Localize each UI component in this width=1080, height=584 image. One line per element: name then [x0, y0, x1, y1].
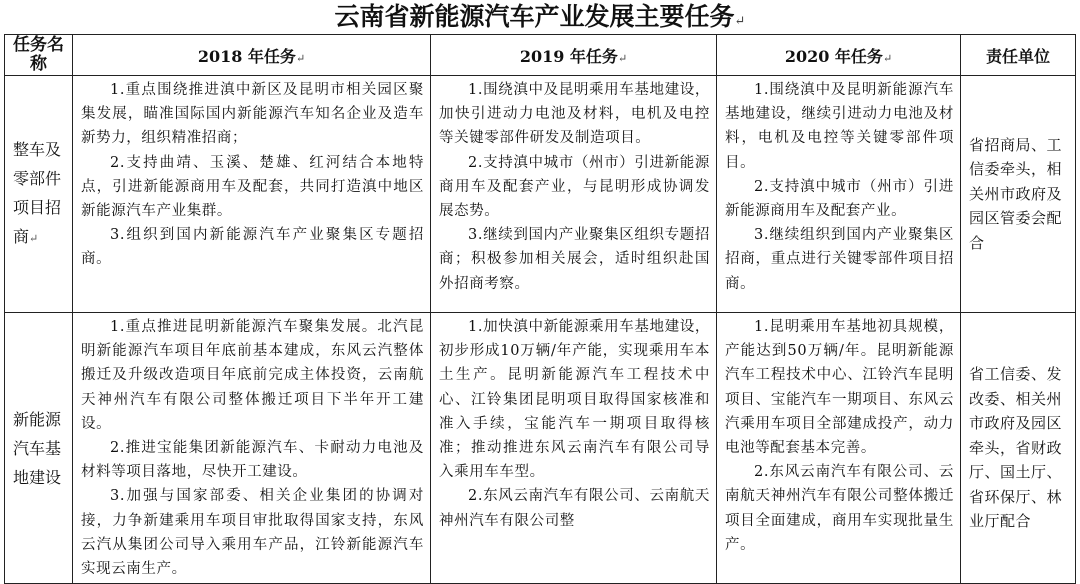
task-item: 2.支持滇中城市（州市）引进新能源商用车及配套产业，与昆明形成协调发展态势。 [439, 154, 710, 220]
table-row [5, 76, 1076, 313]
responsible-row1: 省招商局、工信委牵头，相关州市政府及园区管委会配合 [961, 76, 1076, 313]
header-2018: 2018 年任务↵ [73, 35, 431, 76]
header-task-name: 任务名称 [5, 35, 73, 76]
row-name-2: 新能源汽车基地建设 [5, 313, 73, 584]
task-item: 3.继续到国内产业聚集区组织专题招商；积极参加相关展会，适时组织赴国外招商考察。 [439, 227, 710, 292]
header-row [5, 35, 1076, 76]
task-item: 1.围绕滇中及昆明乘用车基地建设，加快引进动力电池及材料，电机及电控等关键零部件研发及制造项目。 [439, 82, 710, 147]
cell-2019-row1 [431, 76, 717, 313]
task-item: 1.重点推进昆明新能源汽车聚集发展。北汽昆明新能源汽车项目年底前基本建成，东风云汽整体搬迁及升级改造项目年底前完成主体投资，云南航天神州汽车有限公司整体搬迁项目下半年开工建设。 [81, 319, 424, 432]
task-item: 2.支持滇中城市（州市）引进新能源商用车及配套产业。 [725, 178, 954, 220]
task-item: 3.组织到国内新能源汽车产业聚集区专题招商。 [81, 227, 424, 268]
header-responsible: 责任单位 [961, 35, 1076, 76]
table-row [5, 313, 1076, 584]
task-item: 1.重点围绕推进滇中新区及昆明市相关园区聚集发展，瞄准国际国内新能源汽车知名企业及造车新势力，组织精准招商； [81, 82, 424, 147]
task-item: 1.围绕滇中及昆明新能源汽车基地建设，继续引进动力电池及材料，电机及电控等关键零部件项目。 [725, 82, 954, 171]
page-title: 云南省新能源汽车产业发展主要任务↵ [334, 2, 746, 31]
task-item: 2.东风云南汽车有限公司、云南航天神州汽车有限公司整 [439, 488, 710, 529]
task-item: 2.支持曲靖、玉溪、楚雄、红河结合本地特点，引进新能源商用车及配套，共同打造滇中地区新能源汽车产业集群。 [81, 154, 424, 220]
header-2019: 2019 年任务↵ [431, 35, 717, 76]
task-item: 2.推进宝能集团新能源汽车、卡耐动力电池及材料等项目落地，尽快开工建设。 [81, 440, 424, 481]
paragraph-mark-icon: ↵ [734, 14, 746, 29]
task-table [4, 34, 1076, 584]
header-2020: 2020 年任务↵ [717, 35, 961, 76]
cell-2020-row2 [717, 313, 961, 584]
task-item: 1.昆明乘用车基地初具规模，产能达到50万辆/年。昆明新能源汽车工程技术中心、江铃汽车昆明项目、宝能汽车一期项目、东风云汽乘用车项目全部建成投产，动力电池等配套基本完善。 [725, 319, 954, 457]
cell-2018-row2 [73, 313, 431, 584]
task-item: 2.东风云南汽车有限公司、云南航天神州汽车有限公司整体搬迁项目全面建成，商用车实现批量生产。 [725, 464, 954, 553]
task-item: 3.加强与国家部委、相关企业集团的协调对接，力争新建乘用车项目审批取得国家支持，东风云汽从集团公司导入乘用车产品，江铃新能源汽车实现云南生产。 [81, 488, 424, 578]
task-item: 1.加快滇中新能源乘用车基地建设，初步形成10万辆/年产能，实现乘用车本土生产。昆明新能源汽车工程技术中心、江铃集团昆明项目取得国家核准和准入手续，宝能汽车一期项目取得核准；推动推进东风云南汽车有限公司导入乘用车车型。 [439, 319, 710, 481]
row-name-1: 整车及零部件项目招商↵ [5, 76, 73, 313]
cell-2020-row1 [717, 76, 961, 313]
cell-2019-row2 [431, 313, 717, 584]
responsible-row2: 省工信委、发改委、相关州市政府及园区牵头，省财政厅、国土厅、省环保厅、林业厅配合 [961, 313, 1076, 584]
task-item: 3.继续组织到国内产业聚集区招商，重点进行关键零部件项目招商。 [725, 227, 954, 292]
cell-2018-row1 [73, 76, 431, 313]
